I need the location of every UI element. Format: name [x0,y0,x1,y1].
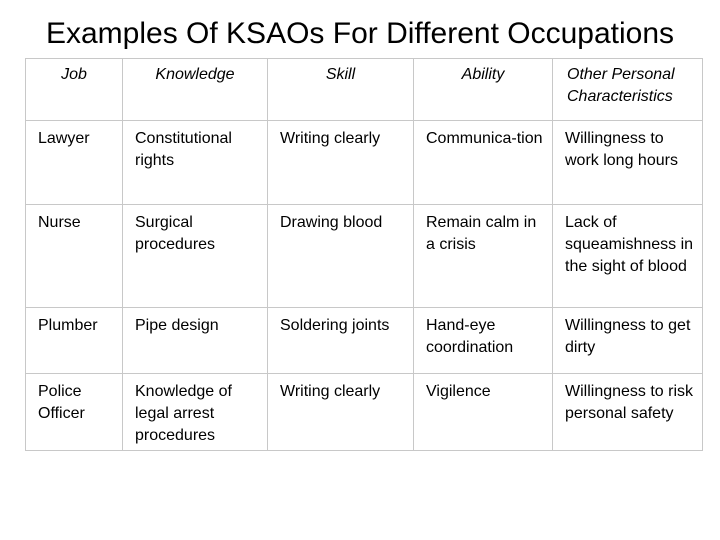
cell-job: Nurse [26,205,123,308]
table-row [26,121,703,205]
cell-job: Lawyer [26,121,123,205]
header-row [26,59,703,121]
cell-job: Plumber [26,308,123,374]
header-knowledge: Knowledge [123,59,268,121]
cell-job: Police Officer [26,374,123,451]
cell-skill: Drawing blood [268,205,414,308]
table-row [26,374,703,451]
cell-other: Willingness to get dirty [553,308,703,374]
cell-other: Lack of squeamishness in the sight of blood [553,205,703,308]
cell-other: Willingness to work long hours [553,121,703,205]
table-row [26,205,703,308]
cell-knowledge: Constitutional rights [123,121,268,205]
ksao-table [25,58,703,451]
table-row [26,308,703,374]
cell-ability: Remain calm in a crisis [414,205,553,308]
cell-skill: Writing clearly [268,121,414,205]
cell-other: Willingness to risk personal safety [553,374,703,451]
cell-ability: Communica-tion [414,121,553,205]
header-ability: Ability [414,59,553,121]
cell-knowledge: Pipe design [123,308,268,374]
cell-knowledge: Knowledge of legal arrest procedures [123,374,268,451]
header-skill: Skill [268,59,414,121]
cell-skill: Soldering joints [268,308,414,374]
page-title: Examples Of KSAOs For Different Occupations [45,17,675,50]
cell-knowledge: Surgical procedures [123,205,268,308]
cell-ability: Vigilence [414,374,553,451]
cell-skill: Writing clearly [268,374,414,451]
header-other-characteristics: Other Personal Characteristics [553,59,703,121]
header-job: Job [26,59,123,121]
cell-ability: Hand-eye coordination [414,308,553,374]
